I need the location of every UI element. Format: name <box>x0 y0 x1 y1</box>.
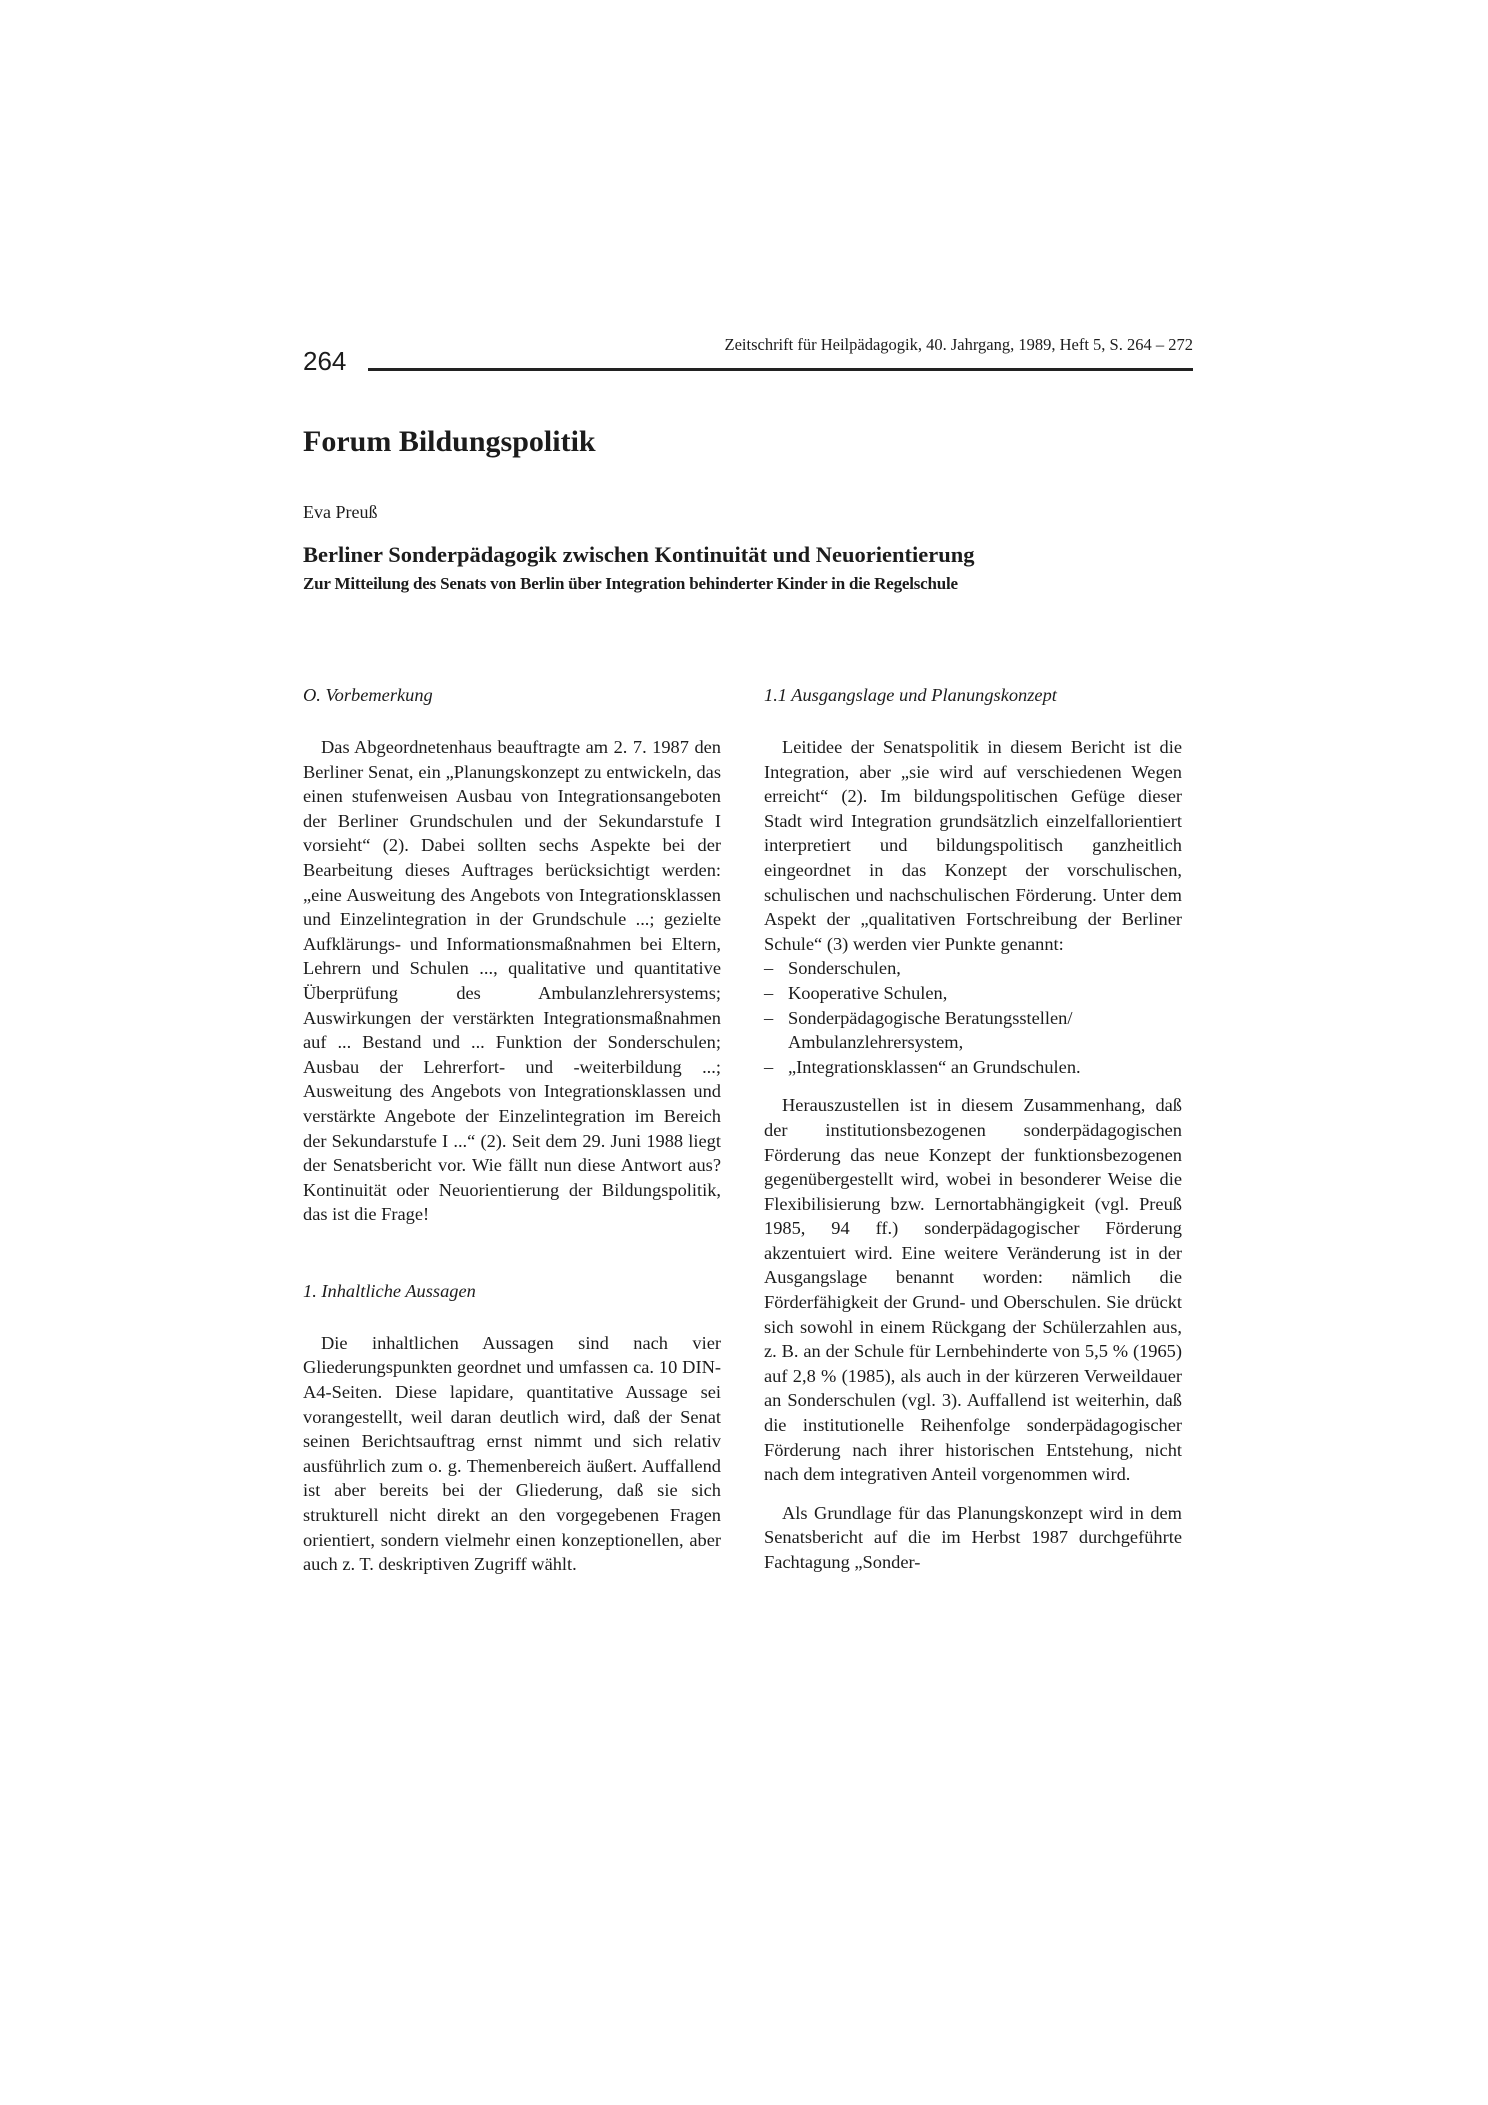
right-column <box>764 683 1182 1575</box>
left-column <box>303 683 721 1577</box>
paragraph-grundlage: Als Grundlage für das Planungskonzept wird in dem Senatsbericht auf die im Herbst 1987 durchgeführte Fachtagung „Sonder- <box>764 1502 1182 1572</box>
section-heading-inhaltliche-aussagen: 1. Inhaltliche Aussagen <box>303 1280 476 1301</box>
paragraph-ausgangslage: Leitidee der Senatspolitik in diesem Bericht ist die Integration, aber „sie wird auf verschiedenen Wegen erreicht“ (2). Im bildungspolitischen Gefüge dieser Stadt wird Integration grundsätzlich einzelfallorientiert interpretiert und bildungspolitisch ganzheitlich eingeordnet in das Konzept der vorschulischen, schulischen und nachschulischen Förderung. Unter dem Aspekt der „qualitativen Fortschreibung der Berliner Schule“ (3) werden vier Punkte genannt: <box>764 737 1182 954</box>
article-title: Berliner Sonderpädagogik zwischen Kontinuität und Neuorientierung <box>303 542 975 567</box>
list-item-text: Kooperative Schulen, <box>788 982 948 1003</box>
points-list <box>764 956 1182 1079</box>
author: Eva Preuß <box>303 502 378 522</box>
paragraph-vorbemerkung: Das Abgeordnetenhaus beauftragte am 2. 7. 1987 den Berliner Senat, ein „Planungskonzept zu entwickeln, das einen stufenweisen Ausbau von Integrationsangeboten der Berliner Grundschulen und der Sekundarstufe I vorsieht“ (2). Dabei sollten sechs Aspekte bei der Bearbeitung dieses Auftrages berücksichtigt werden: „eine Ausweitung des Angebots von Integrationsklassen und Einzelintegration in der Grundschule ...; gezielte Aufklärungs- und Informationsmaßnahmen bei Eltern, Lehrern und Schulen ..., qualitative und quantitative Überprüfung des Ambulanzlehrersystems; Auswirkungen der verstärkten Integrationsmaßnahmen auf ... Bestand und ... Funktion der Sonderschulen; Ausbau der Lehrerfort- und -weiterbildung ...; Ausweitung des Angebots von Integrationsklassen und verstärkte Angebote der Einzelintegration im Bereich der Sekundarstufe I ...“ (2). Seit dem 29. Juni 1988 liegt der Senatsbericht vor. Wie fällt nun diese Antwort aus? Kontinuität oder Neuorientierung der Bildungspolitik, das ist die Frage! <box>303 737 721 1225</box>
section-heading-ausgangslage: 1.1 Ausgangslage und Planungskonzept <box>764 685 1057 705</box>
list-item-text: „Integrationsklassen“ an Grundschulen. <box>788 1056 1081 1077</box>
paragraph-inhaltliche-aussagen: Die inhaltlichen Aussagen sind nach vier Gliederungspunkten geordnet und umfassen ca. 10 DIN-A4-Seiten. Diese lapidare, quantitative Aussage sei vorangestellt, weil daran deutlich wird, daß der Senat seinen Berichtsauftrag ernst nimmt und sich relativ ausführlich zum o. g. Themenbereich äußert. Auffallend ist aber bereits bei der Gliederung, daß sie sich strukturell nicht direkt an den vorgegebenen Fragen orientiert, sondern vielmehr einen konzeptionellen, aber auch z. T. deskriptiven Zugriff wählt. <box>303 1332 721 1575</box>
paragraph-herauszustellen: Herauszustellen ist in diesem Zusammenhang, daß der institutionsbezogenen sonderpädagogischen Förderung das neue Konzept der funktionsbezogenen gegenübergestellt wird, wobei in besonderer Weise die Flexibilisierung bzw. Lernortabhängigkeit (vgl. Preuß 1985, 94 ff.) sonderpädagogischer Förderung akzentuiert wird. Eine weitere Veränderung ist in der Ausgangslage benannt worden: nämlich die Förderfähigkeit der Grund- und Oberschulen. Sie drückt sich sowohl in einem Rückgang der Schülerzahlen aus, z. B. an der Schule für Lernbehinderte von 5,5 % (1965) auf 2,8 % (1985), als auch in der kürzeren Verweildauer an Sonderschulen (vgl. 3). Auffallend ist weiterhin, daß die institutionelle Reihenfolge sonderpädagogischer Förderung nach ihrer historischen Entstehung, nicht nach dem integrativen Anteil vorgenommen wird. <box>764 1095 1182 1485</box>
list-item <box>764 1055 1182 1080</box>
list-item <box>764 981 1182 1006</box>
list-item-text: Sonderschulen, <box>788 958 901 979</box>
dash-marker: – <box>764 1056 774 1077</box>
dash-marker: – <box>764 982 774 1003</box>
list-item <box>764 1006 1182 1055</box>
article-subtitle: Zur Mitteilung des Senats von Berlin über Integration behinderter Kinder in die Regelschule <box>303 574 958 593</box>
forum-title: Forum Bildungspolitik <box>303 425 596 458</box>
dash-marker: – <box>764 1007 774 1028</box>
page-number: 264 <box>303 346 347 376</box>
list-item-text: Sonderpädagogische Beratungsstellen/ Ambulanzlehrersystem, <box>788 1007 1073 1053</box>
section-heading-vorbemerkung: O. Vorbemerkung <box>303 685 433 705</box>
dash-marker: – <box>764 958 774 979</box>
list-item <box>764 956 1182 981</box>
header-rule <box>368 368 1193 371</box>
journal-reference: Zeitschrift für Heilpädagogik, 40. Jahrgang, 1989, Heft 5, S. 264 – 272 <box>724 335 1193 354</box>
